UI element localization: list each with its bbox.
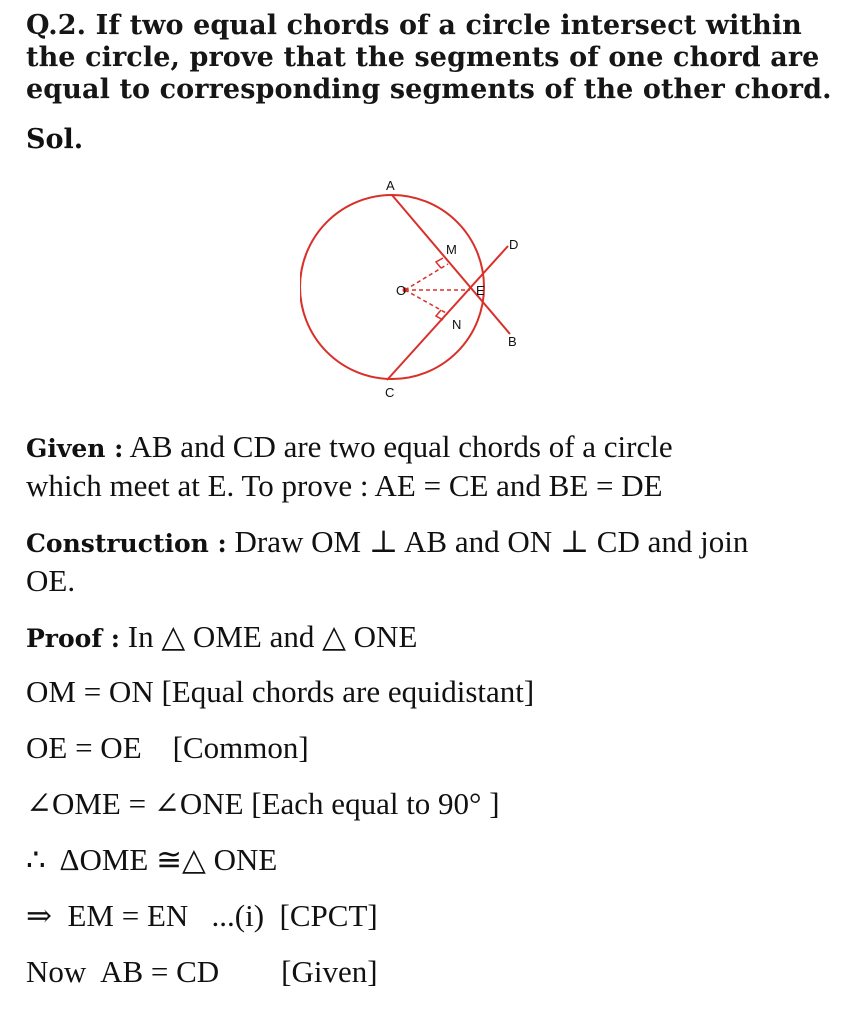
given-text-1: AB and CD are two equal chords of a circle xyxy=(129,429,673,464)
segment-om xyxy=(405,264,448,290)
proof-step: ∴ ΔOME ≅△ ONE xyxy=(26,842,278,877)
construction-label: Construction : xyxy=(26,529,227,558)
segment-on xyxy=(405,290,448,314)
construction-text-1: Draw OM ⊥ AB and ON ⊥ CD and join xyxy=(234,524,749,559)
proof-intro-line xyxy=(26,617,836,659)
question-text: Q.2. If two equal chords of a circle intersect within the circle, prove that the segments of one chord are equal to corresponding segments of the other chord. xyxy=(26,10,832,105)
label-c: C xyxy=(385,385,395,400)
given-line-1 xyxy=(26,427,836,469)
proof-step: Now AB = CD [Given] xyxy=(26,954,378,989)
proof-step: OM = ON [Equal chords are equidistant] xyxy=(26,674,535,709)
circle xyxy=(300,195,484,379)
construction-line-1 xyxy=(26,522,836,564)
label-a: A xyxy=(386,178,395,193)
proof-step: ⇒ EM = EN ...(i) [CPCT] xyxy=(26,898,378,933)
label-n: N xyxy=(452,317,462,332)
proof-step: ∠OME = ∠ONE [Each equal to 90° ] xyxy=(26,786,500,821)
label-b: B xyxy=(508,334,517,349)
solution-label: Sol. xyxy=(26,124,84,155)
proof-intro: In △ OME and △ ONE xyxy=(127,619,418,654)
proof-label: Proof : xyxy=(26,624,121,653)
label-e: E xyxy=(476,283,485,298)
label-o: O xyxy=(396,283,407,298)
proof-step: OE = OE [Common] xyxy=(26,730,309,765)
label-d: D xyxy=(509,237,519,252)
circle-chords-figure xyxy=(300,172,550,412)
right-angle-m xyxy=(436,258,443,268)
construction-line-2: OE. xyxy=(26,563,76,598)
label-m: M xyxy=(446,242,457,257)
given-line-2: which meet at E. To prove : AE = CE and BE = DE xyxy=(26,468,663,503)
given-label: Given : xyxy=(26,434,124,463)
